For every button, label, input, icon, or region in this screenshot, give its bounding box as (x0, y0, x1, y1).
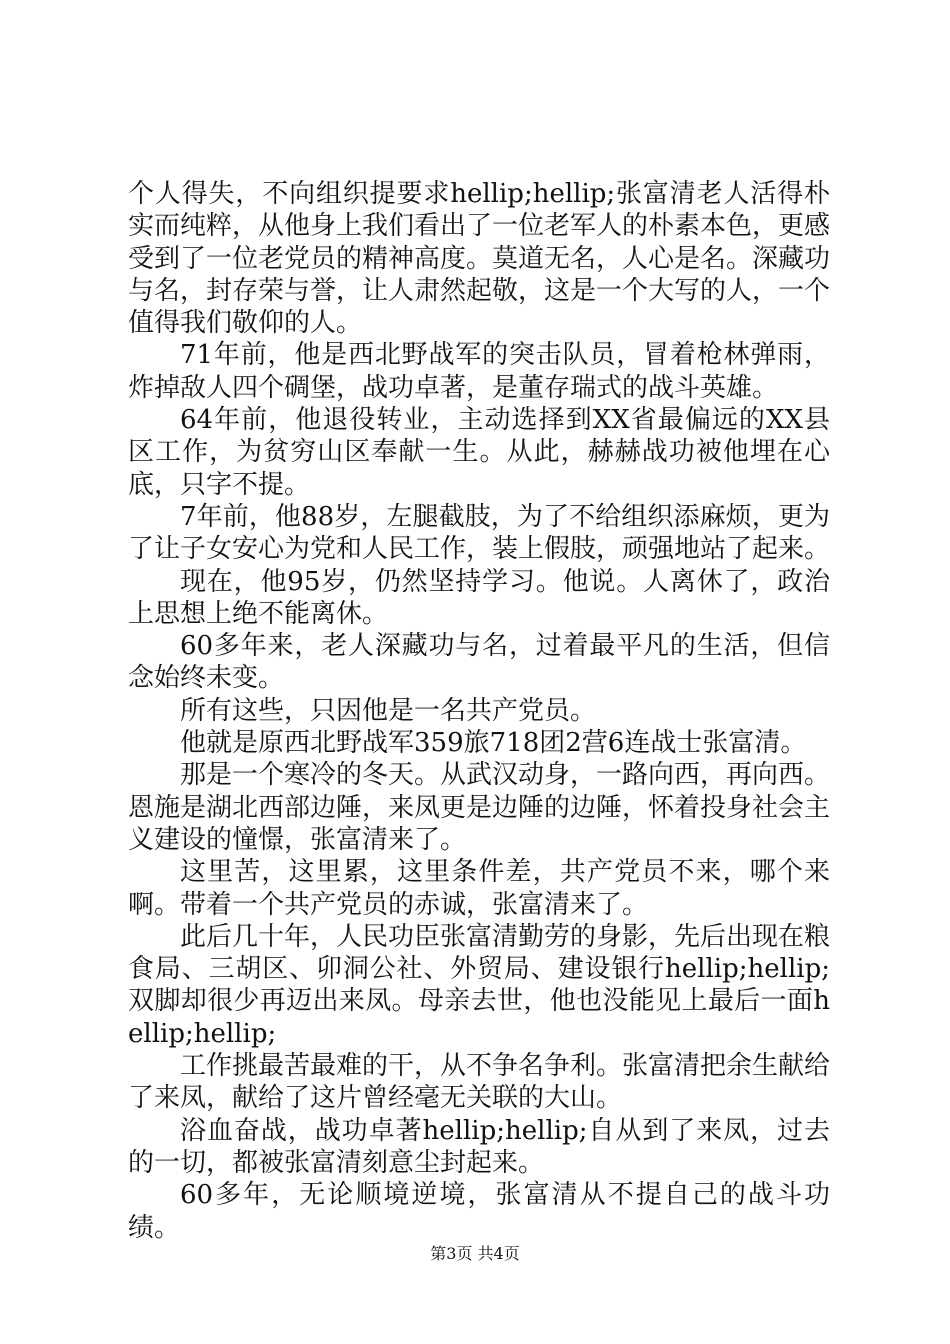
paragraph-8: 他就是原西北野战军359旅718团2营6连战士张富清。 (180, 728, 807, 759)
paragraph-12: 工作挑最苦最难的干，从不争名争利。张富清把余生献给了来凤，献给了这片曾经毫无关联的大山。 (128, 1051, 831, 1114)
paragraph-9: 那是一个寒冷的冬天。从武汉动身，一路向西，再向西。恩施是湖北西部边陲，来凤更是边陲的边陲，怀着投身社会主义建设的憧憬，张富清来了。 (128, 760, 831, 855)
paragraph-6: 60多年来，老人深藏功与名，过着最平凡的生活，但信念始终未变。 (128, 631, 830, 694)
paragraph-5: 现在，他95岁，仍然坚持学习。他说。人离休了，政治上思想上绝不能离休。 (128, 566, 830, 629)
paragraph-13: 浴血奋战，战功卓著hellip;hellip;自从到了来凤，过去的一切，都被张富清刻意尘封起来。 (128, 1115, 830, 1178)
paragraph-1: 个人得失，不向组织提要求hellip;hellip;张富清老人活得朴实而纯粹，从他身上我们看出了一位老军人的朴素本色，更感受到了一位老党员的精神高度。莫道无名，人心是名。深藏功与名，封存荣与誉，让人肃然起敬，这是一个大写的人，一个值得我们敬仰的人。 (128, 179, 831, 339)
paragraph-3: 64年前，他退役转业，主动选择到XX省最偏远的XX县区工作，为贫穷山区奉献一生。从此，赫赫战功被他埋在心底，只字不提。 (128, 405, 830, 500)
paragraph-11: 此后几十年，人民功臣张富清勤劳的身影，先后出现在粮食局、三胡区、卯洞公社、外贸局、建设银行hellip;hellip;双脚却很少再迈出来凤。母亲去世，他也没能见上最后一面hellip;hellip; (128, 921, 831, 1049)
paragraph-7: 所有这些，只因他是一名共产党员。 (180, 695, 597, 726)
paragraph-4: 7年前，他88岁，左腿截肢，为了不给组织添麻烦，更为了让子女安心为党和人民工作，装上假肢，顽强地站了起来。 (128, 501, 831, 565)
paragraph-10: 这里苦，这里累，这里条件差，共产党员不来，哪个来啊。带着一个共产党员的赤诚，张富清来了。 (128, 857, 830, 920)
paragraph-2: 71年前，他是西北野战军的突击队员，冒着枪林弹雨，炸掉敌人四个碉堡，战功卓著，是董存瑞式的战斗英雄。 (128, 340, 830, 403)
document-body (128, 178, 830, 1244)
paragraph-14: 60多年，无论顺境逆境，张富清从不提自己的战斗功绩。 (128, 1180, 830, 1243)
page-footer: 第3页 共4页 (430, 1244, 520, 1263)
